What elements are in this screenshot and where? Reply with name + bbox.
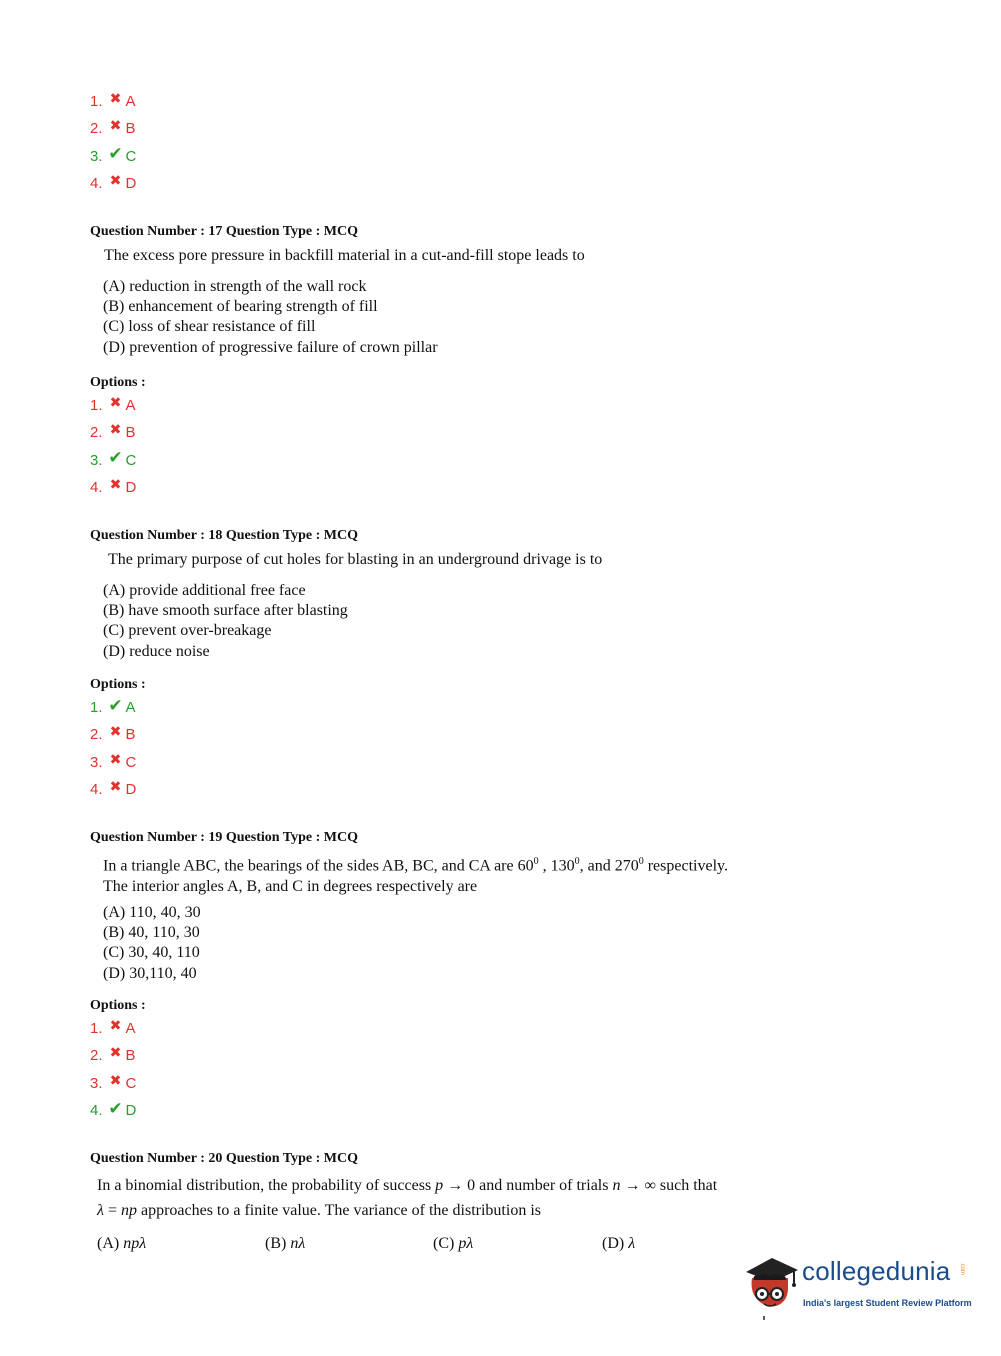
text-segment: , and 270 xyxy=(579,857,639,875)
option-row-correct xyxy=(90,447,136,474)
math-lambda: λ xyxy=(97,1202,104,1219)
logo-dotcom: .com xyxy=(959,1262,965,1276)
option-label: C xyxy=(125,753,137,771)
option-number: 2. xyxy=(90,120,103,138)
check-icon: ✔ xyxy=(108,144,123,164)
graduate-mascot-icon xyxy=(742,1250,800,1322)
choice-expr: pλ xyxy=(458,1235,474,1252)
option-number: 4. xyxy=(90,781,103,799)
choice-item: (A) 110, 40, 30 xyxy=(103,904,201,921)
option-row-correct xyxy=(90,143,136,170)
option-row xyxy=(90,392,136,419)
option-label: B xyxy=(125,1047,136,1065)
logo-tagline: India's largest Student Review Platform xyxy=(803,1298,972,1308)
option-row xyxy=(90,1070,136,1097)
choice-item: (A) reduction in strength of the wall rock xyxy=(103,278,367,295)
option-number: 3. xyxy=(90,753,103,771)
choice-item: (C) prevent over-breakage xyxy=(103,622,272,640)
q19-text-line1 xyxy=(103,851,728,876)
option-row xyxy=(90,1042,136,1069)
option-number: 2. xyxy=(90,726,103,744)
option-label: B xyxy=(125,120,136,138)
check-icon: ✔ xyxy=(108,695,123,715)
option-number: 1. xyxy=(90,93,103,111)
option-label: D xyxy=(125,781,137,799)
choice-item: (C) 30, 40, 110 xyxy=(103,944,200,962)
option-row xyxy=(90,776,136,803)
q16-options-list xyxy=(90,88,136,197)
text-segment: → ∞ such that xyxy=(620,1177,718,1194)
q20-text-line2 xyxy=(97,1198,717,1223)
choice-item: (C) loss of shear resistance of fill xyxy=(103,318,316,336)
option-number: 2. xyxy=(90,424,103,442)
option-label: C xyxy=(125,451,137,469)
option-number: 1. xyxy=(90,397,103,415)
cross-icon: ✖ xyxy=(109,723,122,740)
text-segment: , 130 xyxy=(538,857,575,875)
choice-expr: npλ xyxy=(123,1235,147,1252)
cross-icon: ✖ xyxy=(109,778,122,795)
collegedunia-logo xyxy=(742,1250,972,1322)
check-icon: ✔ xyxy=(108,1098,123,1118)
cross-icon: ✖ xyxy=(109,394,122,411)
option-row xyxy=(90,88,136,115)
choice-item: (D) 30,110, 40 xyxy=(103,964,197,982)
cross-icon: ✖ xyxy=(109,476,122,493)
option-label: A xyxy=(125,699,136,717)
choice-item xyxy=(433,1235,473,1253)
choice-tag: (A) xyxy=(97,1235,120,1252)
math-p: p xyxy=(435,1177,444,1194)
q18-options-label: Options : xyxy=(90,677,146,692)
q20-text-line1 xyxy=(97,1173,717,1198)
q18-options-list xyxy=(90,694,136,803)
choice-expr: nλ xyxy=(290,1235,306,1252)
option-number: 4. xyxy=(90,175,103,193)
option-label: B xyxy=(125,424,136,442)
option-row xyxy=(90,474,136,501)
text-segment: In a binomial distribution, the probability of success xyxy=(97,1177,436,1194)
q20-header: Question Number : 20 Question Type : MCQ xyxy=(90,1151,358,1166)
q19-options-label: Options : xyxy=(90,998,146,1013)
option-number: 3. xyxy=(90,1074,103,1092)
cross-icon: ✖ xyxy=(109,750,122,767)
option-number: 4. xyxy=(90,1102,103,1120)
choice-item: (D) reduce noise xyxy=(103,642,210,660)
choice-item xyxy=(265,1235,305,1253)
q18-text: The primary purpose of cut holes for blasting in an underground drivage is to xyxy=(108,551,603,568)
degree-sup: 0 xyxy=(574,856,580,867)
option-label: A xyxy=(125,397,136,415)
choice-item: (B) have smooth surface after blasting xyxy=(103,602,348,620)
text-segment: = xyxy=(103,1202,121,1219)
text-segment: In a triangle ABC, the bearings of the sides AB, BC, and CA are 60 xyxy=(103,857,534,875)
option-label: C xyxy=(125,147,137,165)
option-row xyxy=(90,419,136,446)
option-number: 3. xyxy=(90,451,103,469)
q18-header: Question Number : 18 Question Type : MCQ xyxy=(90,528,358,543)
option-label: D xyxy=(125,479,137,497)
choice-item: (D) prevention of progressive failure of crown pillar xyxy=(103,338,438,356)
q17-header: Question Number : 17 Question Type : MCQ xyxy=(90,224,358,239)
cross-icon: ✖ xyxy=(109,172,122,189)
option-row xyxy=(90,170,136,197)
option-number: 3. xyxy=(90,147,103,165)
cross-icon: ✖ xyxy=(109,1044,122,1061)
choice-tag: (C) xyxy=(433,1235,455,1252)
q19-options-list xyxy=(90,1015,136,1124)
q18-choices xyxy=(103,581,348,662)
option-label: C xyxy=(125,1074,137,1092)
check-icon: ✔ xyxy=(108,448,123,468)
choice-tag: (B) xyxy=(265,1235,287,1252)
choice-item: (B) enhancement of bearing strength of fill xyxy=(103,298,378,316)
q19-text-line2: The interior angles A, B, and C in degrees respectively are xyxy=(103,878,478,896)
option-label: D xyxy=(125,1102,137,1120)
text-segment: approaches to a finite value. The variance of the distribution is xyxy=(136,1202,541,1219)
text-segment: → 0 and number of trials xyxy=(443,1177,613,1194)
q17-text: The excess pore pressure in backfill material in a cut-and-fill stope leads to xyxy=(104,247,585,264)
cross-icon: ✖ xyxy=(109,90,122,107)
cross-icon: ✖ xyxy=(109,1017,122,1034)
option-row-correct xyxy=(90,1097,136,1124)
degree-sup: 0 xyxy=(638,856,644,867)
choice-item xyxy=(97,1235,146,1253)
q20-text xyxy=(97,1173,717,1223)
option-row xyxy=(90,749,136,776)
cross-icon: ✖ xyxy=(109,1071,122,1088)
choice-item xyxy=(602,1235,635,1253)
math-np: np xyxy=(120,1202,137,1219)
choice-expr: λ xyxy=(628,1235,636,1252)
option-number: 1. xyxy=(90,1020,103,1038)
logo-wordmark: collegedunia xyxy=(802,1256,951,1286)
option-label: A xyxy=(125,93,136,111)
q19-choices xyxy=(103,903,201,984)
option-label: D xyxy=(125,175,137,193)
option-row-correct xyxy=(90,694,136,721)
q19-text xyxy=(103,851,728,897)
q19-header: Question Number : 19 Question Type : MCQ xyxy=(90,830,358,845)
text-segment: respectively. xyxy=(643,857,728,875)
option-row xyxy=(90,721,136,748)
option-number: 4. xyxy=(90,479,103,497)
q17-options-list xyxy=(90,392,136,501)
option-label: A xyxy=(125,1020,136,1038)
choice-item: (B) 40, 110, 30 xyxy=(103,924,200,942)
option-row xyxy=(90,1015,136,1042)
choice-tag: (D) xyxy=(602,1235,625,1252)
cross-icon: ✖ xyxy=(109,117,122,134)
choice-item: (A) provide additional free face xyxy=(103,582,306,599)
degree-sup: 0 xyxy=(533,856,539,867)
q17-choices xyxy=(103,277,438,358)
option-label: B xyxy=(125,726,136,744)
math-n: n xyxy=(612,1177,621,1194)
q17-options-label: Options : xyxy=(90,375,146,390)
option-row xyxy=(90,115,136,142)
option-number: 1. xyxy=(90,699,103,717)
option-number: 2. xyxy=(90,1047,103,1065)
cross-icon: ✖ xyxy=(109,421,122,438)
